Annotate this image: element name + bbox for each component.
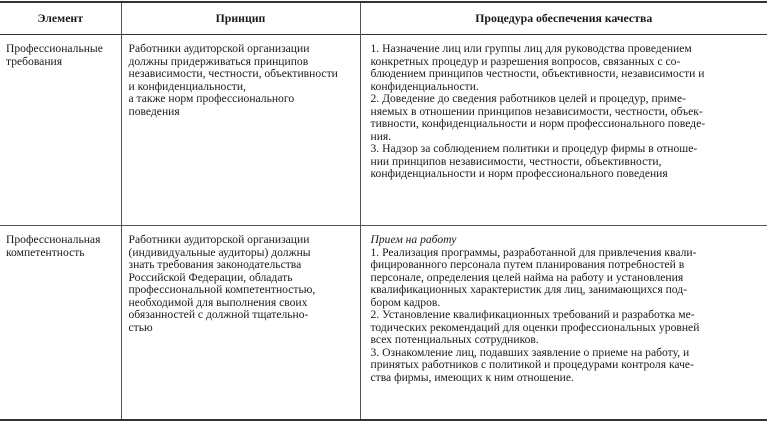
text-line: профессиональной компетентностью, — [128, 283, 316, 296]
text-line: знать требования законодательства — [128, 258, 302, 271]
text-line: 1. Назначение лиц или группы лиц для руководства проведением — [370, 42, 692, 55]
quality-control-table — [0, 1, 767, 421]
text-line: 2. Установление квалификационных требований и разработка ме- — [370, 308, 695, 321]
text-line: ства фирмы, имеющих к ним отношение. — [370, 370, 574, 384]
principle-cell — [121, 226, 360, 421]
text-line: 1. Реализация программы, разработанной для привлечения квали- — [370, 245, 697, 259]
text-line: обязанностей с должной тщательно- — [128, 308, 309, 321]
text-line: фицированного персонала путем планирования потребностей в — [370, 258, 685, 271]
text-line: всех потенциальных сотрудников. — [370, 333, 539, 346]
procedure-subheading: Прием на работу — [370, 233, 457, 246]
text-line: необходимой для выполнения своих — [128, 295, 308, 309]
header-procedure: Процедура обеспечения качества — [360, 2, 767, 35]
element-cell — [0, 35, 121, 226]
text-line: должны придерживаться принципов — [128, 54, 309, 68]
text-line: персонале, определения целей найма на работу и установления — [370, 270, 684, 284]
text-line: конфиденциальности и норм профессионального поведения — [370, 167, 668, 180]
text-line: нии принципов независимости, честности, объективности, — [370, 154, 662, 168]
text-line: требования — [6, 54, 63, 68]
text-line: а также норм профессионального — [128, 92, 295, 105]
text-line: Профессиональные — [6, 42, 103, 55]
table-row — [0, 35, 767, 226]
element-cell — [0, 226, 121, 421]
text-line: конфиденциальности. — [370, 79, 479, 93]
text-line: тивности, конфиденциальности и норм профессионального поведе- — [370, 117, 706, 130]
text-line: Работники аудиторской организации — [128, 233, 310, 246]
table-header-row — [0, 2, 767, 35]
principle-cell — [121, 35, 360, 226]
text-line: принятых работников с политикой и процедурами контроля каче- — [370, 358, 694, 371]
text-line: Профессиональная — [6, 233, 101, 246]
text-line: Российской Федерации, обладать — [128, 270, 293, 284]
text-line: Работники аудиторской организации — [128, 42, 310, 55]
text-line: компетентность — [6, 245, 85, 259]
procedure-cell — [360, 35, 767, 226]
text-line: ния. — [370, 129, 392, 143]
table-row — [0, 226, 767, 421]
text-line: стью — [128, 320, 153, 334]
text-line: и конфиденциальности, — [128, 79, 246, 93]
text-line: независимости, честности, объективности — [128, 67, 338, 80]
procedure-cell — [360, 226, 767, 421]
text-line: бором кадров. — [370, 295, 441, 309]
text-line: 3. Надзор за соблюдением политики и процедур фирмы в отноше- — [370, 142, 698, 155]
text-line: (индивидуальные аудиторы) должны — [128, 245, 311, 259]
text-line: няемых в отношении принципов независимости, честности, объек- — [370, 104, 703, 118]
header-element: Элемент — [37, 11, 84, 25]
text-line: блюдением принципов честности, объективности, независимости и — [370, 67, 705, 80]
text-line: тодических рекомендаций для оценки профессиональных уровней — [370, 320, 700, 334]
text-line: конкретных процедур и разрешения вопросов, связанных с со- — [370, 54, 681, 68]
text-line: 3. Ознакомление лиц, подавших заявление о приеме на работу, и — [370, 345, 690, 359]
text-line: поведения — [128, 104, 180, 118]
text-line: квалификационных характеристик для лиц, занимающихся под- — [370, 283, 687, 296]
header-principle: Принцип — [121, 2, 360, 35]
text-line: 2. Доведение до сведения работников целей и процедур, приме- — [370, 92, 687, 105]
